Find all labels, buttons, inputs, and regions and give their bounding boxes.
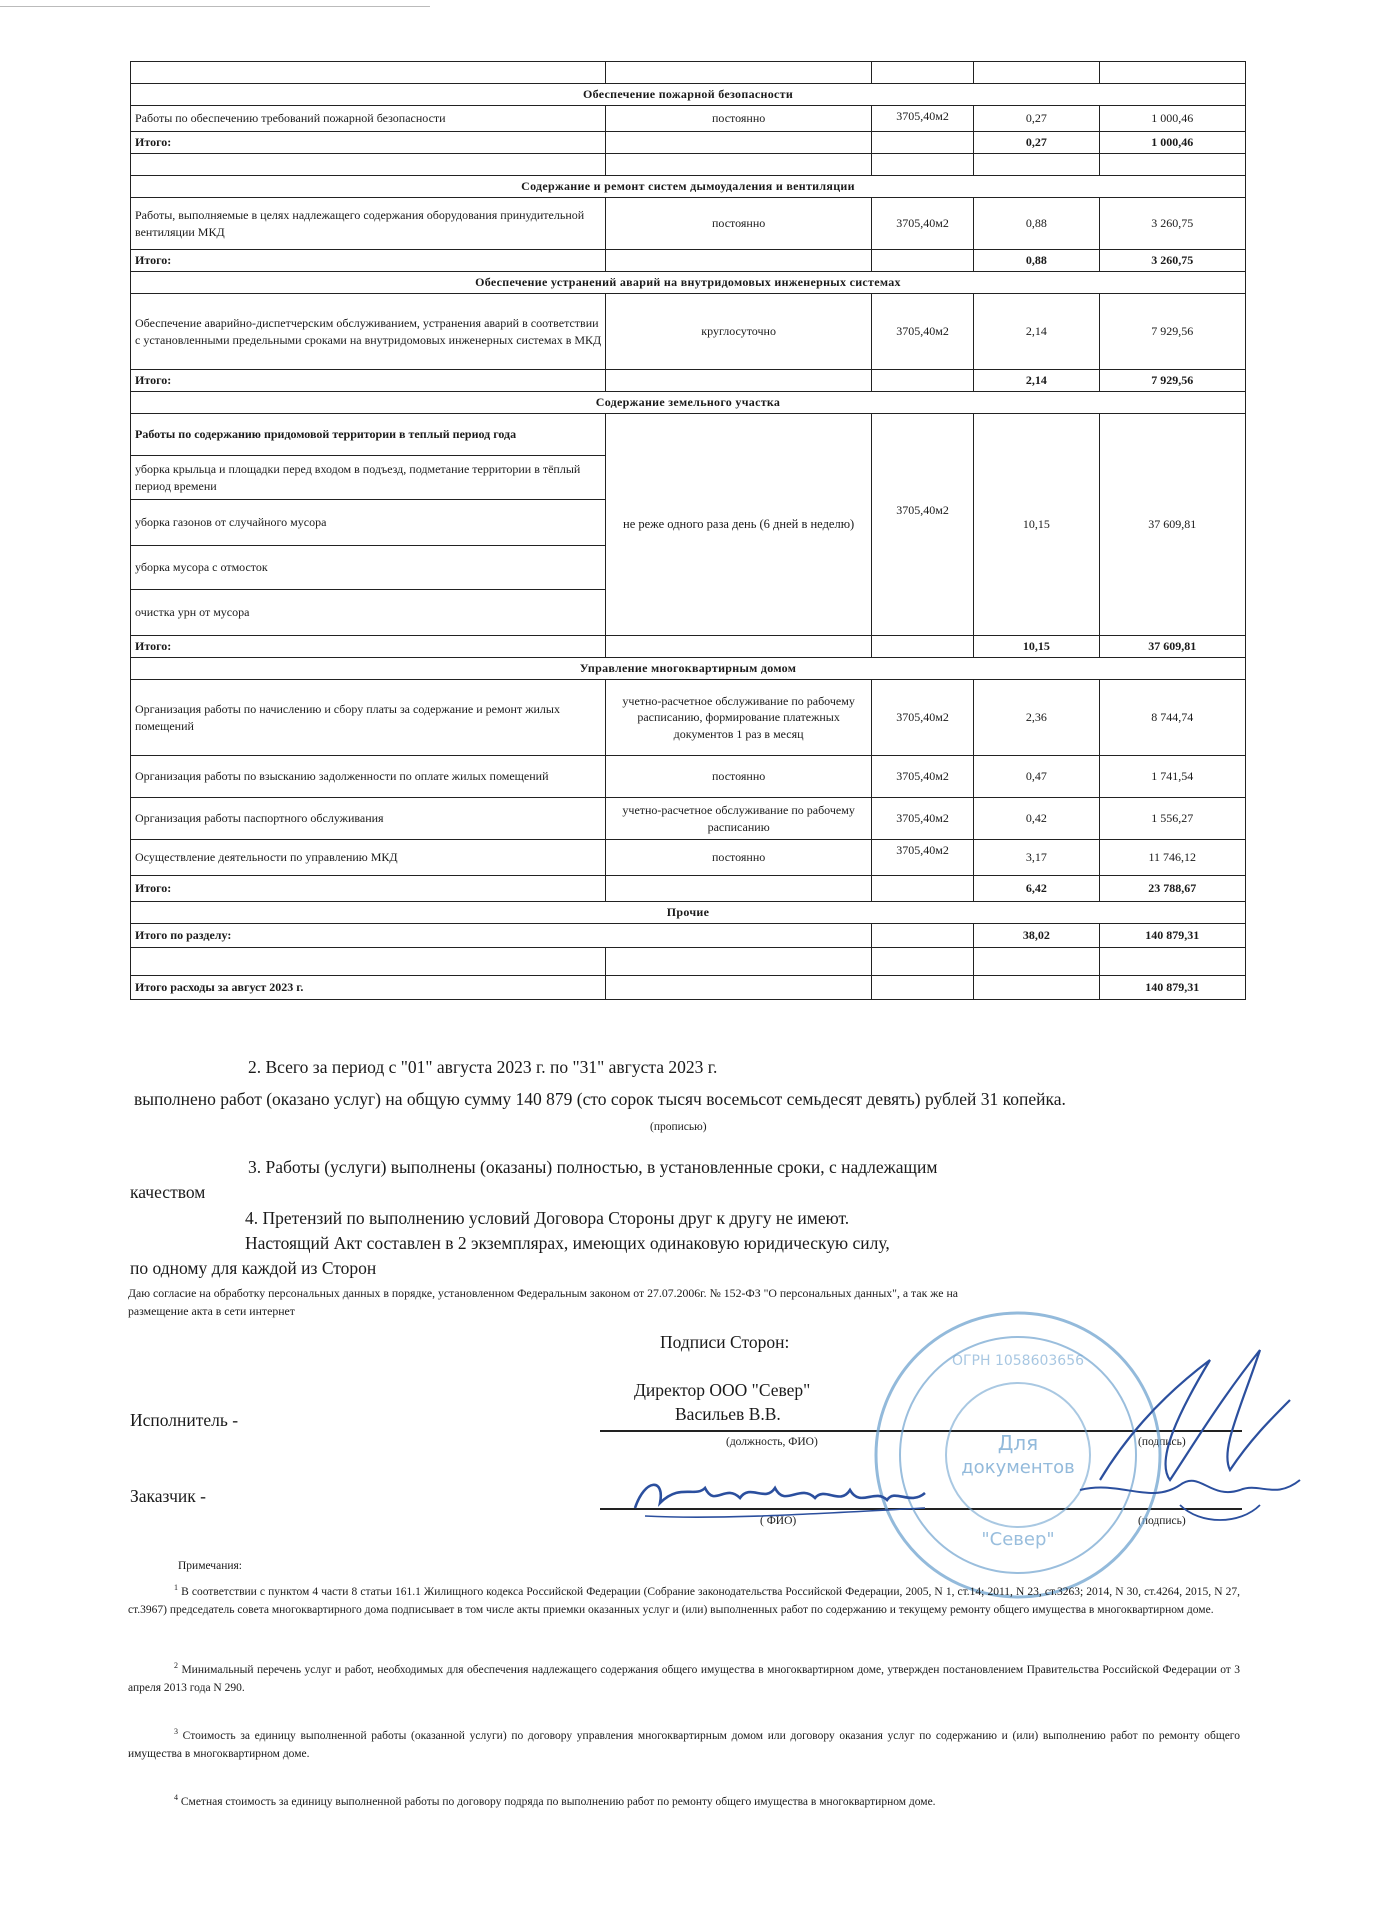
section-header xyxy=(131,902,1246,924)
section-total-row xyxy=(131,924,1246,948)
total-sum: 1 000,46 xyxy=(1099,132,1245,154)
executor-position: Директор ООО "Север" xyxy=(634,1380,811,1400)
executor-signature xyxy=(1060,1330,1310,1540)
work-unit: 3705,40м2 xyxy=(871,294,973,370)
executor-hint-right: (подпись) xyxy=(1138,1436,1186,1448)
note-1: $^1$ В соответствии с пунктом 4 части 8 статьи 161.1 Жилищного кодекса Российской Федерации (Собрание законодательства Российской Федерации, 2005, N 1, ст.14; 2011, N 23, ст.3263; 2014, N 30, ст.4264, 2015, N 27, ст.3967) председатель совета многоквартирного дома подписывает в том числе акты приемки оказанных услуг и (или) выполненных работ по содержанию и текущему ремонту общего имущества в многоквартирном доме. xyxy=(128,1583,1240,1616)
note-2-mark: 2 xyxy=(174,1661,178,1670)
work-sum: 7 929,56 xyxy=(1099,294,1245,370)
table-row xyxy=(131,414,1246,456)
total-rate: 0,88 xyxy=(974,250,1099,272)
total-label: Итого: xyxy=(131,250,606,272)
work-name: уборка мусора с отмосток xyxy=(131,546,606,590)
svg-text:Для: Для xyxy=(997,1431,1039,1455)
customer-hint-left: ( ФИО) xyxy=(760,1515,797,1527)
customer-hint-right: (подпись) xyxy=(1138,1515,1186,1527)
total-label: Итого: xyxy=(131,132,606,154)
work-unit: 3705,40м2 xyxy=(871,198,973,250)
work-sum: 37 609,81 xyxy=(1099,414,1245,636)
total-row xyxy=(131,636,1246,658)
section-total-rate: 38,02 xyxy=(974,924,1099,948)
total-sum: 7 929,56 xyxy=(1099,370,1245,392)
total-rate: 2,14 xyxy=(974,370,1099,392)
customer-label: Заказчик - xyxy=(130,1486,206,1506)
executor-name: Васильев В.В. xyxy=(675,1404,781,1424)
paragraph-2-line-2: выполнено работ (оказано услуг) на общую сумму 140 879 (сто сорок тысяч восемьсот семьдесят девять) рублей 31 копейка. xyxy=(134,1089,1066,1109)
work-rate: 0,88 xyxy=(974,198,1099,250)
total-sum: 3 260,75 xyxy=(1099,250,1245,272)
section-title: Прочие xyxy=(131,902,1246,924)
paragraph-3-line-2: качеством xyxy=(130,1182,206,1202)
section-header xyxy=(131,272,1246,294)
work-name: Осуществление деятельности по управлению МКД xyxy=(131,840,606,876)
work-unit: 3705,40м2 xyxy=(871,756,973,798)
work-rate: 0,27 xyxy=(974,106,1099,132)
total-row xyxy=(131,132,1246,154)
work-name: Обеспечение аварийно-диспетчерским обслуживанием, устранения аварий в соответствии с установленными предельными сроками на внутридомовых инженерных системах в МКД xyxy=(131,294,606,370)
total-rate: 10,15 xyxy=(974,636,1099,658)
customer-signature xyxy=(625,1468,945,1528)
section-header xyxy=(131,84,1246,106)
work-frequency: постоянно xyxy=(606,756,872,798)
work-frequency: круглосуточно xyxy=(606,294,872,370)
total-label: Итого: xyxy=(131,636,606,658)
work-sum: 1 556,27 xyxy=(1099,798,1245,840)
note-2: $^2$ Минимальный перечень услуг и работ, необходимых для обеспечения надлежащего содержания общего имущества в многоквартирном доме, утвержден постановлением Правительства Российской Федерации от 3 апреля 2013 года N 290. xyxy=(128,1661,1241,1694)
work-rate: 0,47 xyxy=(974,756,1099,798)
work-unit: 3705,40м2 xyxy=(871,106,973,132)
svg-text:документов: документов xyxy=(961,1457,1075,1478)
note-3-mark: 3 xyxy=(174,1727,178,1736)
table-row xyxy=(131,106,1246,132)
note-1-mark: 1 xyxy=(174,1583,178,1592)
section-header xyxy=(131,176,1246,198)
note-4: $^4$ Сметная стоимость за единицу выполненной работы по договору подряда по выполнению работ по ремонту общего имущества в многоквартирном доме. xyxy=(174,1793,936,1808)
section-title: Обеспечение пожарной безопасности xyxy=(131,84,1246,106)
top-scan-edge xyxy=(0,6,430,7)
total-rate: 6,42 xyxy=(974,876,1099,902)
section-total-label: Итого по разделу: xyxy=(131,924,872,948)
grand-total-sum: 140 879,31 xyxy=(1099,976,1245,1000)
paragraph-2-line-1: 2. Всего за период с "01" августа 2023 г. по "31" августа 2023 г. xyxy=(248,1057,718,1077)
executor-label: Исполнитель - xyxy=(130,1410,239,1430)
section-title: Обеспечение устранений аварий на внутридомовых инженерных системах xyxy=(131,272,1246,294)
total-rate: 0,27 xyxy=(974,132,1099,154)
consent-line-2: размещение акта в сети интернет xyxy=(128,1304,295,1318)
paragraph-3-line-1: 3. Работы (услуги) выполнены (оказаны) полностью, в установленные сроки, с надлежащим xyxy=(248,1157,938,1177)
section-title: Содержание и ремонт систем дымоудаления и вентиляции xyxy=(131,176,1246,198)
work-name: уборка крыльца и площадки перед входом в подъезд, подметание территории в тёплый период времени xyxy=(131,456,606,500)
table-row xyxy=(131,680,1246,756)
work-rate: 2,36 xyxy=(974,680,1099,756)
table-row xyxy=(131,154,1246,176)
work-rate: 3,17 xyxy=(974,840,1099,876)
work-name: Работы, выполняемые в целях надлежащего содержания оборудования принудительной вентиляции МКД xyxy=(131,198,606,250)
total-row xyxy=(131,250,1246,272)
paragraph-5-line-1: Настоящий Акт составлен в 2 экземплярах, имеющих одинаковую юридическую силу, xyxy=(245,1233,890,1253)
grand-total-row xyxy=(131,976,1246,1000)
svg-text:"Север": "Север" xyxy=(981,1529,1055,1550)
note-3: $^3$ Стоимость за единицу выполненной работы (оказанной услуги) по договору управления многоквартирным домом или договору оказания услуг по содержанию и (или) выполнению работ по ремонту общего имущества в многоквартирном доме. xyxy=(128,1727,1240,1760)
total-label: Итого: xyxy=(131,876,606,902)
work-sum: 1 000,46 xyxy=(1099,106,1245,132)
work-frequency: постоянно xyxy=(606,840,872,876)
grand-total-label: Итого расходы за август 2023 г. xyxy=(131,976,606,1000)
work-name: Работы по содержанию придомовой территории в теплый период года xyxy=(131,414,606,456)
work-unit: 3705,40м2 xyxy=(871,798,973,840)
work-name: Организация работы по начислению и сбору платы за содержание и ремонт жилых помещений xyxy=(131,680,606,756)
section-header xyxy=(131,392,1246,414)
work-name: уборка газонов от случайного мусора xyxy=(131,500,606,546)
table-row xyxy=(131,840,1246,876)
signatures-heading: Подписи Сторон: xyxy=(660,1332,790,1352)
consent-line-1: Даю согласие на обработку персональных данных в порядке, установленном Федеральным законом от 27.07.2006г. № 152-ФЗ "О персональных данных", а так же на xyxy=(128,1286,958,1300)
work-name: Организация работы паспортного обслуживания xyxy=(131,798,606,840)
work-frequency: учетно-расчетное обслуживание по рабочему расписанию, формирование платежных документов 1 раз в месяц xyxy=(606,680,872,756)
section-title: Управление многоквартирным домом xyxy=(131,658,1246,680)
work-name: Организация работы по взысканию задолженности по оплате жилых помещений xyxy=(131,756,606,798)
work-sum: 8 744,74 xyxy=(1099,680,1245,756)
in-words-hint: (прописью) xyxy=(650,1121,707,1133)
section-total-sum: 140 879,31 xyxy=(1099,924,1245,948)
svg-text:ОГРН 1058603656: ОГРН 1058603656 xyxy=(951,1353,1085,1369)
work-unit: 3705,40м2 xyxy=(871,414,973,636)
note-4-mark: 4 xyxy=(174,1793,178,1802)
work-unit: 3705,40м2 xyxy=(871,840,973,876)
work-rate: 0,42 xyxy=(974,798,1099,840)
total-sum: 37 609,81 xyxy=(1099,636,1245,658)
table-row xyxy=(131,948,1246,976)
paragraph-4: 4. Претензий по выполнению условий Договора Стороны друг к другу не имеют. xyxy=(245,1208,850,1228)
total-row xyxy=(131,370,1246,392)
works-table xyxy=(130,61,1246,1000)
work-frequency: не реже одного раза день (6 дней в неделю) xyxy=(606,414,872,636)
total-label: Итого: xyxy=(131,370,606,392)
notes-title: Примечания: xyxy=(178,1560,242,1572)
table-row xyxy=(131,756,1246,798)
work-name: Работы по обеспечению требований пожарной безопасности xyxy=(131,106,606,132)
work-unit: 3705,40м2 xyxy=(871,680,973,756)
work-frequency: постоянно xyxy=(606,106,872,132)
work-name: очистка урн от мусора xyxy=(131,590,606,636)
paragraph-5-line-2: по одному для каждой из Сторон xyxy=(130,1258,377,1278)
section-header xyxy=(131,658,1246,680)
executor-hint-left: (должность, ФИО) xyxy=(726,1436,818,1448)
work-sum: 11 746,12 xyxy=(1099,840,1245,876)
work-frequency: постоянно xyxy=(606,198,872,250)
work-rate: 10,15 xyxy=(974,414,1099,636)
work-sum: 3 260,75 xyxy=(1099,198,1245,250)
section-title: Содержание земельного участка xyxy=(131,392,1246,414)
work-frequency: учетно-расчетное обслуживание по рабочему расписанию xyxy=(606,798,872,840)
table-row xyxy=(131,798,1246,840)
work-sum: 1 741,54 xyxy=(1099,756,1245,798)
table-row xyxy=(131,294,1246,370)
table-row xyxy=(131,198,1246,250)
total-row xyxy=(131,876,1246,902)
total-sum: 23 788,67 xyxy=(1099,876,1245,902)
table-row xyxy=(131,62,1246,84)
work-rate: 2,14 xyxy=(974,294,1099,370)
